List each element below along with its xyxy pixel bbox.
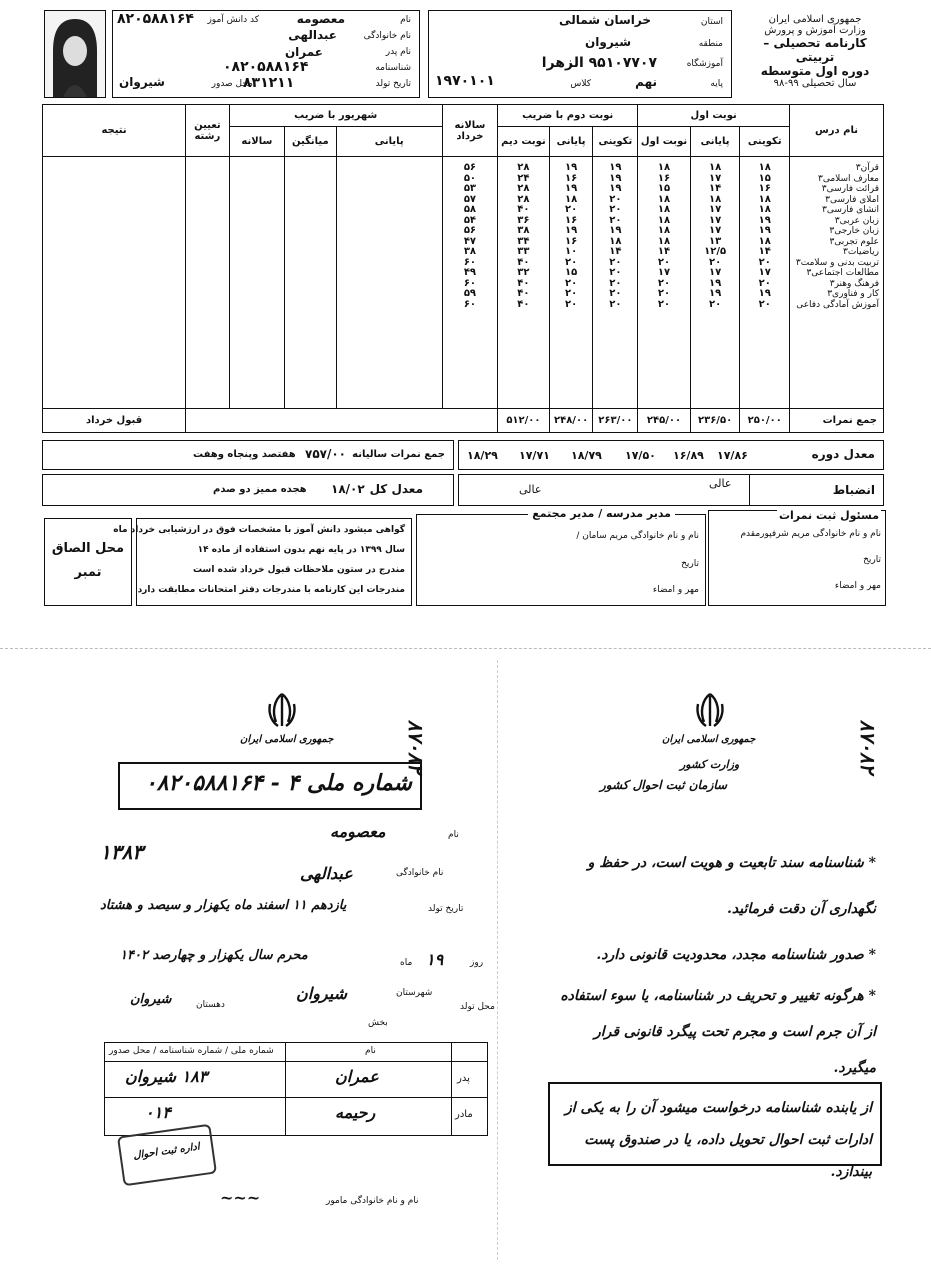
grade-cell: ۶۰: [463, 277, 477, 289]
grade-cell: ۱۵: [657, 183, 671, 194]
grade-cell: ۱۷: [708, 214, 722, 226]
label-id-no: شناسنامه: [375, 63, 411, 73]
value-birth: ۸۳۱۲۱۱: [243, 75, 295, 91]
grade-cell: ۳۶: [517, 214, 530, 226]
grade-cell: ۴۷: [463, 235, 477, 247]
t1-final-header: پایانی: [690, 127, 740, 157]
grade-cell: ۲۰: [564, 288, 578, 299]
label-grade: پایه: [710, 79, 723, 89]
id-margin-number: ۱۳۸۳: [100, 840, 143, 864]
grade-cell: ۲۰: [609, 267, 622, 278]
id-birth-text: یازدهم ۱۱ اسفند ماه یکهزار و سیصد و هشتاد: [100, 898, 347, 913]
parent-name: عمران: [335, 1067, 379, 1086]
id-label-day: روز: [470, 958, 484, 968]
grade-cell: ۱۵: [758, 172, 771, 184]
subject-name: ریاضیات۳: [842, 247, 879, 257]
label-region: منطقه: [698, 39, 723, 49]
cert-line: مندرج در ستون ملاحظات قبول خرداد شده است: [192, 565, 405, 575]
principal-name: نام و نام خانوادگی مریم سامان /: [576, 531, 699, 541]
subject-name: املای فارسی۳: [825, 194, 879, 205]
avg-t2-final: ۱۷/۷۱: [519, 449, 550, 462]
value-father: عمران: [284, 45, 323, 59]
student-info-box: [112, 10, 420, 98]
header-line: سال تحصیلی ۹۹-۹۸: [773, 78, 857, 89]
grade-cell: ۱۸: [564, 193, 578, 205]
id-name: معصومه: [330, 822, 386, 841]
avg-t2-formative: ۱۸/۷۹: [571, 449, 602, 462]
value-grade: نهم: [635, 75, 657, 89]
id-label-city: شهرستان: [396, 988, 433, 998]
yearly-sum-box: [42, 440, 454, 470]
id-label-name: نام: [448, 830, 459, 840]
parents-table: [104, 1042, 488, 1136]
grade-cell: ۳۲: [517, 267, 530, 278]
back-emblem-text: جمهوری اسلامی ایران: [662, 734, 756, 745]
stamp-place-line: محل الصاق: [51, 541, 125, 556]
subject-name: انشای فارسی۳: [822, 205, 879, 215]
back-note: * صدور شناسنامه مجدد، محدودیت قانونی دارد.: [596, 947, 876, 963]
grade-cell: ۲۰: [609, 204, 622, 215]
grade-cell: ۱۶: [758, 183, 771, 194]
officer-signature: ~~~: [220, 1188, 261, 1207]
grade-cell: ۱۸: [758, 162, 771, 173]
t2-total-col: [498, 157, 550, 409]
page-separator: [0, 648, 931, 649]
grade-cell: ۱۸: [657, 225, 671, 236]
cert-line: گواهی میشود دانش آموز با مشخصات فوق در ارزشیابی خرداد ماه: [113, 525, 405, 535]
id-city: شیروان: [296, 984, 347, 1003]
subject-name: مطالعات اجتماعی۳: [806, 268, 879, 278]
label-issue: محل صدور: [211, 79, 253, 89]
grade-cell: ۴۰: [517, 256, 530, 268]
t1-formative-header: تکوینی: [740, 127, 790, 157]
stamp-place-line: تمبر: [74, 565, 102, 580]
subject-header: نام درس: [790, 105, 884, 157]
grade-cell: ۵۶: [463, 225, 477, 236]
id-label-birth: تاریخ تولد: [428, 904, 464, 914]
national-number: شماره ملی ۴ - ۰۸۲۰۵۸۸۱۶۴: [144, 770, 412, 796]
grade-cell: ۱۲/۵: [704, 246, 727, 257]
grade-cell: ۱۹: [758, 225, 771, 236]
office-stamp-text: اداره ثبت احوال: [132, 1141, 201, 1162]
subject-col: [790, 157, 884, 409]
yearly-header: سالانه خرداد: [442, 105, 497, 157]
label-province: استان: [700, 17, 723, 27]
grade-cell: ۲۰: [708, 298, 722, 310]
value-name: معصومه: [296, 12, 345, 26]
parent-rel: پدر: [457, 1073, 470, 1084]
grade-cell: ۱۷: [657, 267, 671, 278]
subject-name: فرهنگ وهنر۳: [829, 278, 879, 289]
label-family: نام خانوادگی: [363, 31, 411, 41]
t1-formative-col: [740, 157, 790, 409]
sum-t2-formative: ۲۶۳/۰۰: [593, 409, 638, 433]
grade-cell: ۱۴: [657, 246, 671, 257]
grade-cell: ۱۹: [564, 225, 578, 236]
grade-cell: ۲۰: [609, 277, 622, 289]
grade-cell: ۱۴: [609, 246, 622, 257]
principal-sign: مهر و امضاء: [652, 585, 699, 595]
label-father: نام پدر: [385, 47, 411, 57]
subject-name: کار و فناوری۳: [827, 289, 879, 299]
grade-cell: ۱۹: [758, 214, 771, 226]
grade-cell: ۲۰: [609, 288, 622, 299]
grade-cell: ۱۵: [564, 267, 578, 278]
registrar-title: مسئول ثبت نمرات: [778, 509, 879, 522]
sept-annual-col: [229, 157, 284, 409]
grade-cell: ۳۸: [517, 225, 530, 236]
grade-cell: ۱۶: [564, 235, 578, 247]
label-birth: تاریخ تولد: [375, 79, 411, 89]
back-note: * هرگونه تغییر و تحریف در شناسنامه، یا سوء استفاده از آن جرم است و مجرم تحت پیگرد قانونی قرار میگیرد.: [560, 988, 876, 1076]
grade-cell: ۱۹: [564, 183, 578, 194]
value-school: ۹۵۱۰۷۷۰۷ الزهرا: [541, 55, 657, 71]
sept-average-header: میانگین: [285, 127, 337, 157]
id-label-month: ماه: [400, 958, 413, 968]
grade-cell: ۱۶: [657, 172, 671, 184]
sum-t1-formative: ۲۵۰/۰۰: [740, 409, 790, 433]
student-photo: [44, 10, 106, 98]
grade-cell: ۲۰: [657, 256, 671, 268]
grade-cell: ۱۰: [564, 246, 578, 257]
emblem-icon: [262, 690, 302, 734]
grade-cell: ۵۹: [463, 288, 477, 299]
registrar-name: نام و نام خانوادگی مریم شرفپورمقدم: [740, 529, 881, 539]
sum-label: جمع نمرات: [790, 409, 884, 433]
grade-cell: ۳۳: [517, 246, 530, 257]
id-village: شیروان: [130, 992, 172, 1007]
grade-cell: ۱۷: [708, 204, 722, 215]
grade-cell: ۲۰: [564, 204, 578, 215]
sum-t2-final: ۲۴۸/۰۰: [549, 409, 593, 433]
card-fold: [497, 660, 498, 1260]
field-header: تعیین رشته: [186, 105, 230, 157]
id-label-family: نام خانوادگی: [396, 868, 444, 878]
cert-line: سال ۱۳۹۹ در پایه نهم بدون استفاده از ماده ۱۴: [197, 545, 405, 555]
sum-t2-total: ۵۱۲/۰۰: [498, 409, 550, 433]
grade-cell: ۴۹: [463, 267, 477, 278]
grade-cell: ۶۰: [463, 256, 477, 268]
sept-final-col: [336, 157, 442, 409]
back-serial: ۸۷۰۸۲: [856, 720, 880, 774]
avg-t1-formative: ۱۷/۸۶: [717, 449, 748, 462]
gpa-value: ۱۸/۰۲: [331, 482, 365, 496]
grade-cell: ۲۰: [564, 256, 578, 268]
gpa-box: [42, 474, 454, 506]
grade-cell: ۲۸: [517, 183, 530, 194]
grade-cell: ۲۰: [758, 277, 771, 289]
registrar-box: [708, 510, 886, 606]
value-id-no: ۰۸۲۰۵۸۸۱۶۴: [223, 59, 309, 75]
grade-cell: ۱۹: [609, 172, 622, 184]
grade-cell: ۱۶: [564, 172, 578, 184]
grade-cell: ۱۸: [657, 193, 671, 205]
grade-cell: ۲۰: [609, 298, 622, 310]
grade-cell: ۱۸: [758, 235, 771, 247]
yearly-sum-words: هفتصد وپنجاه وهفت: [193, 449, 296, 460]
sum-t1-total: ۲۴۵/۰۰: [638, 409, 691, 433]
avg-t2-total: ۱۸/۲۹: [467, 449, 498, 462]
sept-average-col: [285, 157, 337, 409]
grade-cell: ۱۷: [708, 225, 722, 236]
grade-cell: ۱۸: [708, 193, 722, 205]
grade-cell: ۲۸: [517, 193, 530, 205]
grade-cell: ۱۸: [657, 214, 671, 226]
grade-cell: ۲۰: [564, 298, 578, 310]
value-student-code: ۸۲۰۵۸۸۱۶۴: [117, 11, 194, 27]
avg-row: [458, 440, 884, 470]
grade-cell: ۱۸: [758, 193, 771, 205]
result-header: نتیجه: [43, 105, 186, 157]
parents-header-num: شماره ملی / شماره شناسنامه / محل صدور: [109, 1046, 274, 1056]
subject-name: زبان عربی۳: [834, 215, 879, 226]
grade-cell: ۲۴: [517, 172, 530, 184]
t1-final-col: [690, 157, 740, 409]
grade-cell: ۴۰: [517, 204, 530, 215]
id-emblem-text: جمهوری اسلامی ایران: [240, 734, 334, 745]
value-province: خراسان شمالی: [559, 13, 651, 27]
value-family: عبدالهی: [288, 28, 337, 42]
gpa-label: معدل کل: [369, 482, 423, 496]
avg-label: معدل دوره: [811, 447, 875, 461]
grade-cell: ۱۸: [758, 204, 771, 215]
t2-final-col: [549, 157, 593, 409]
grade-cell: ۳۸: [463, 246, 477, 257]
school-info-box: [428, 10, 732, 98]
gpa-words: هجده ممیز دو صدم: [213, 484, 307, 495]
id-officer-label: نام و نام خانوادگی مامور: [326, 1196, 419, 1206]
grade-cell: ۱۹: [708, 277, 722, 289]
grade-cell: ۳۴: [517, 235, 530, 247]
back-ministry: وزارت کشور: [680, 758, 740, 771]
yearly-col: [442, 157, 497, 409]
t2-final-header: پایانی: [549, 127, 593, 157]
found-box: [548, 1082, 882, 1180]
grade-cell: ۱۸: [609, 235, 622, 247]
result-value: قبول خرداد: [43, 409, 186, 433]
subject-name: علوم تجربی۳: [829, 236, 879, 247]
id-label-village: دهستان: [196, 1000, 225, 1010]
discipline-t1: عالی: [709, 477, 732, 490]
subject-name: تربیت بدنی و سلامت۳: [795, 257, 879, 268]
sept-annual-header: سالانه: [229, 127, 284, 157]
subject-name: معارف اسلامی۳: [817, 173, 879, 184]
grade-cell: ۱۹: [564, 162, 578, 173]
subject-name: زبان خارجی۳: [829, 226, 879, 236]
back-org: سازمان ثبت احوال کشور: [600, 778, 728, 792]
header-line: کارنامه تحصیلی – تربیتی: [763, 36, 867, 64]
grade-cell: ۲۰: [657, 288, 671, 299]
grade-cell: ۲۰: [609, 193, 622, 205]
back-found-text: از یابنده شناسنامه درخواست میشود آن را به یکی از ادارات ثبت احوال تحویل داده، یا در صندوق پست بیندازد.: [564, 1100, 872, 1180]
parent-num: ۱۸۳ شیروان: [125, 1067, 208, 1086]
discipline-t2: عالی: [519, 483, 542, 496]
result-col: [43, 157, 186, 409]
grade-cell: ۴۰: [517, 288, 530, 299]
registrar-date: تاریخ: [863, 555, 881, 565]
subject-name: آموزش آمادگی دفاعی: [796, 299, 879, 310]
grade-cell: ۴۰: [517, 298, 530, 310]
sept-final-header: پایانی: [336, 127, 442, 157]
t1-total-col: [638, 157, 691, 409]
grade-cell: ۶۰: [463, 298, 477, 310]
parent-rel: مادر: [455, 1109, 473, 1120]
header-line: جمهوری اسلامی ایران: [768, 14, 862, 25]
certification-box: [113, 518, 412, 606]
grade-cell: ۲۰: [657, 277, 671, 289]
term1-header: نوبت اول: [638, 105, 790, 127]
t2-formative-header: تکوینی: [593, 127, 638, 157]
t2-total-header: نوبت دیم: [498, 127, 550, 157]
grade-cell: ۱۹: [708, 288, 722, 299]
grade-cell: ۱۹: [609, 183, 622, 194]
subject-name: قرآن۳: [855, 163, 879, 173]
id-label-sector: بخش: [368, 1018, 388, 1028]
subject-name: قرائت فارسی۳: [821, 184, 879, 194]
grade-cell: ۱۷: [708, 267, 722, 278]
sept-header: شهریور با ضریب: [229, 105, 442, 127]
t1-total-header: نوبت اول: [638, 127, 691, 157]
grade-cell: ۵۶: [463, 162, 477, 173]
principal-date: تاریخ: [681, 559, 699, 569]
header-line: دوره اول متوسطه: [760, 64, 870, 78]
grade-cell: ۱۷: [758, 267, 771, 278]
grade-cell: ۱۸: [657, 204, 671, 215]
grade-cell: ۲۰: [758, 256, 771, 268]
field-col: [186, 157, 230, 409]
value-issue: شیروان: [119, 75, 165, 89]
grade-cell: ۲۰: [657, 298, 671, 310]
parent-name: رحیمه: [335, 1103, 376, 1122]
avg-t1-total: ۱۷/۵۰: [625, 449, 656, 462]
principal-box: [416, 507, 706, 606]
stamp-place: [44, 518, 132, 606]
value-region: شیروان: [585, 35, 631, 49]
grade-cell: ۱۹: [609, 162, 622, 173]
grade-cell: ۱۹: [609, 225, 622, 236]
avg-t1-final: ۱۶/۸۹: [673, 449, 704, 462]
parents-header-name: نام: [365, 1046, 376, 1056]
grade-cell: ۲۰: [609, 214, 622, 226]
grade-cell: ۱۶: [564, 214, 578, 226]
grade-cell: ۲۰: [708, 256, 722, 268]
grade-cell: ۱۸: [657, 162, 671, 173]
parent-num: ۰۱۴: [145, 1103, 171, 1122]
grade-cell: ۲۰: [564, 277, 578, 289]
grade-cell: ۵۴: [463, 214, 477, 226]
id-birth-day: ۱۹: [426, 950, 444, 969]
back-note: * شناسنامه سند تابعیت و هویت است، در حفظ و نگهداری آن دقت فرمائید.: [587, 855, 876, 917]
term2-header: نوبت دوم با ضریب: [498, 105, 638, 127]
t2-formative-col: [593, 157, 638, 409]
grade-cell: ۱۴: [758, 246, 771, 257]
grade-cell: ۱۳: [708, 235, 722, 247]
national-number-box: [118, 762, 422, 810]
id-family: عبدالهی: [300, 864, 353, 883]
label-school: آموزشگاه: [686, 59, 723, 69]
ministry-header: [745, 14, 885, 89]
sum-blank: [186, 409, 498, 433]
principal-title: مدیر مدرسه / مدیر مجتمع: [528, 507, 675, 520]
emblem-icon: [690, 690, 730, 734]
grade-cell: ۱۹: [758, 288, 771, 299]
grade-cell: ۵۷: [463, 193, 477, 205]
grade-cell: ۲۰: [609, 256, 622, 268]
grade-cell: ۲۰: [758, 298, 771, 310]
discipline-row: [458, 474, 884, 506]
yearly-sum-value: ۷۵۷/۰۰: [305, 447, 347, 461]
yearly-sum-label: جمع نمرات سالیانه: [352, 449, 445, 460]
label-student-code: کد دانش آموز: [207, 15, 259, 25]
grade-cell: ۱۴: [708, 183, 722, 194]
grade-cell: ۵۸: [463, 204, 477, 215]
grade-cell: ۲۸: [517, 162, 530, 173]
grade-cell: ۵۰: [463, 172, 477, 184]
label-class: کلاس: [570, 79, 591, 89]
grade-cell: ۱۷: [708, 172, 722, 184]
cert-line: مندرجات این کارنامه با مندرجات دفتر امتحانات مطابقت دارد: [137, 585, 405, 595]
id-label-place: محل تولد: [460, 1002, 495, 1012]
grades-table: [42, 104, 884, 433]
sum-t1-final: ۲۳۶/۵۰: [690, 409, 740, 433]
registrar-sign: مهر و امضاء: [834, 581, 881, 591]
grade-cell: ۵۳: [463, 183, 477, 194]
header-line: وزارت آموزش و پرورش: [764, 25, 866, 36]
id-birth-month: محرم سال یکهزار و چهارصد ۱۴۰۲: [120, 948, 308, 963]
discipline-label: انضباط: [832, 483, 875, 497]
grade-cell: ۴۰: [517, 277, 530, 289]
id-serial: ۸۷۰۸۲: [404, 720, 428, 774]
back-notes: [556, 840, 876, 1086]
label-name: نام: [400, 15, 411, 25]
value-class: ۱۹۷۰۱۰۱: [435, 73, 495, 89]
grade-cell: ۱۸: [708, 162, 722, 173]
grade-cell: ۱۸: [657, 235, 671, 247]
